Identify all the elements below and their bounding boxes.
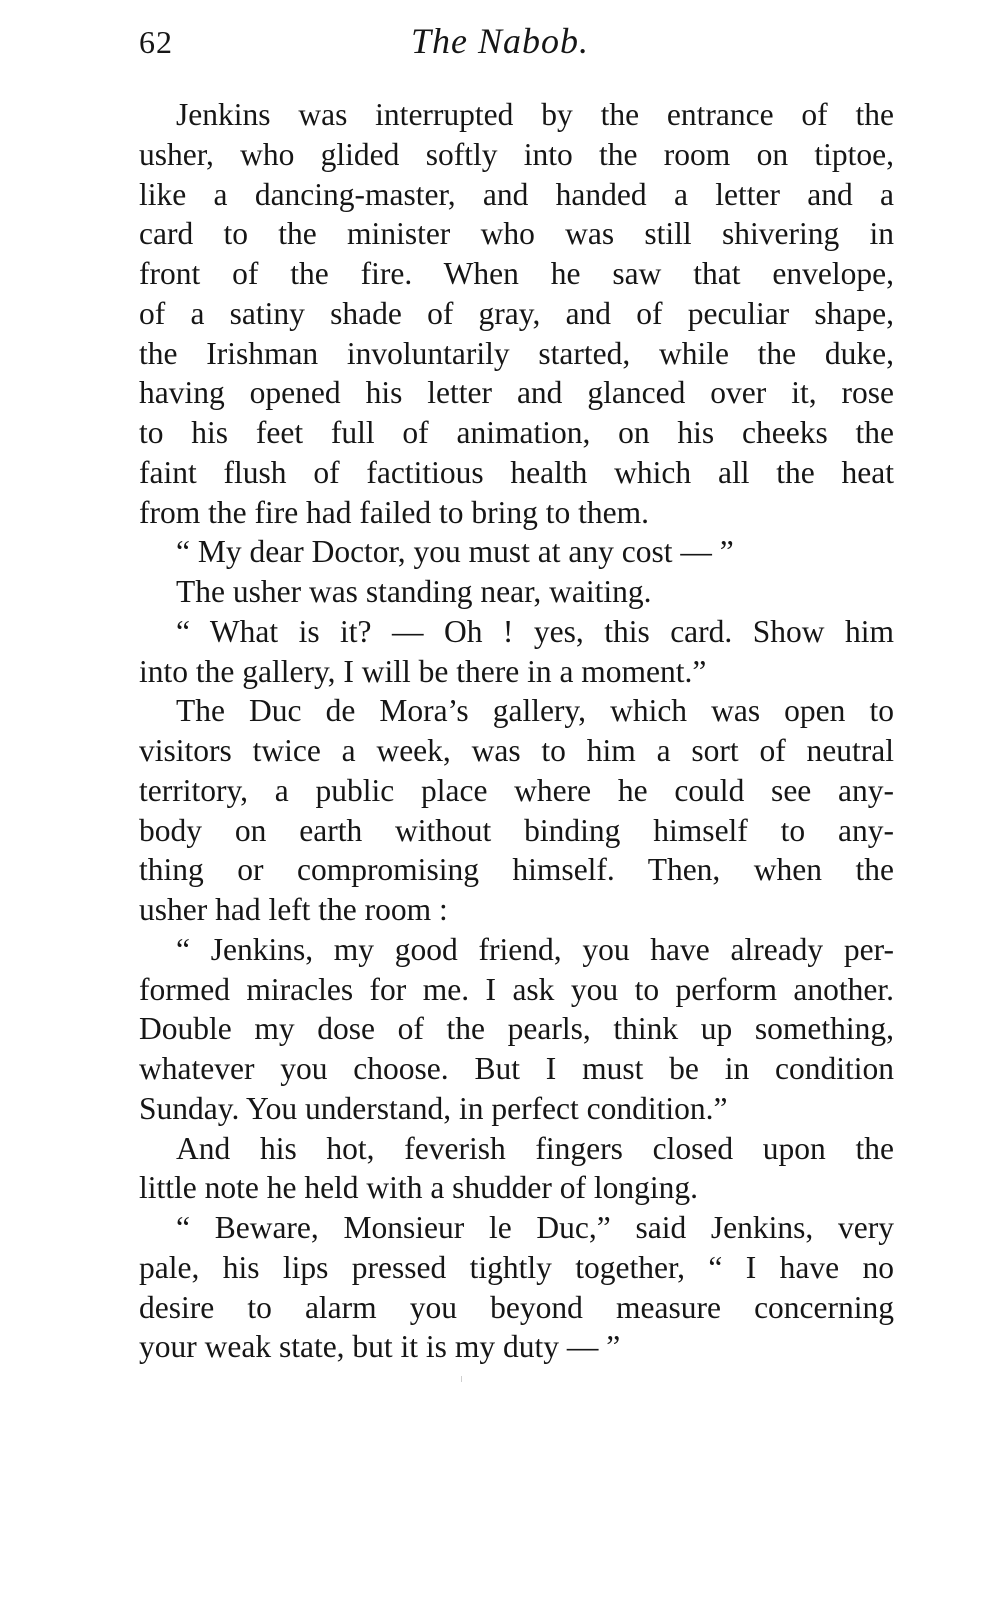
text-line: “ What is it? — Oh ! yes, this card. Show him — [176, 613, 894, 649]
text-line: from the fire had failed to bring to them. — [139, 494, 649, 530]
text-line: The Duc de Mora’s gallery, which was open to — [176, 693, 894, 729]
text-line: “ My dear Doctor, you must at any cost — ” — [176, 534, 734, 570]
body-text — [139, 95, 894, 1367]
text-line: whatever you choose. But I must be in condition — [139, 1051, 894, 1086]
page-number: 62 — [139, 24, 173, 60]
text-line: card to the minister who was still shivering in — [139, 216, 894, 252]
text-line: And his hot, feverish fingers closed upon the — [176, 1130, 894, 1166]
text-line: “ Jenkins, my good friend, you have already per- — [176, 931, 894, 967]
text-line: front of the fire. When he saw that envelope, — [139, 256, 894, 291]
text-line: Sunday. You understand, in perfect condition.” — [139, 1090, 728, 1126]
text-line: having opened his letter and glanced over it, rose — [139, 375, 894, 411]
text-line: desire to alarm you beyond measure concerning — [139, 1289, 894, 1325]
text-line: visitors twice a week, was to him a sort of neutral — [139, 733, 894, 768]
text-line: Jenkins was interrupted by the entrance of the — [176, 97, 894, 132]
text-line: to his feet full of animation, on his cheeks the — [139, 415, 894, 450]
text-line: into the gallery, I will be there in a moment.” — [139, 653, 707, 689]
text-line: Double my dose of the pearls, think up something, — [139, 1011, 894, 1047]
text-line: like a dancing-master, and handed a letter and a — [139, 176, 894, 212]
text-line: faint flush of factitious health which all the heat — [139, 454, 894, 490]
text-line: of a satiny shade of gray, and of peculiar shape, — [139, 295, 894, 331]
text-line: “ Beware, Monsieur le Duc,” said Jenkins, very — [176, 1210, 894, 1245]
text-line: usher had left the room : — [139, 892, 448, 927]
text-line: the Irishman involuntarily started, while the duke, — [139, 335, 894, 371]
running-title: The Nabob. — [410, 21, 589, 61]
text-line: The usher was standing near, waiting. — [176, 574, 652, 609]
text-line: your weak state, but it is my duty — ” — [139, 1329, 621, 1365]
text-line: thing or compromising himself. Then, when the — [139, 852, 894, 888]
text-line: usher, who glided softly into the room on tiptoe, — [139, 136, 894, 172]
text-line: territory, a public place where he could see any- — [139, 772, 894, 808]
print-mark — [461, 1376, 462, 1382]
text-line: body on earth without binding himself to any- — [139, 812, 894, 848]
text-line: formed miracles for me. I ask you to perform another. — [139, 971, 894, 1007]
text-line: little note he held with a shudder of longing. — [139, 1170, 699, 1206]
text-line: pale, his lips pressed tightly together, “ I have no — [139, 1249, 894, 1285]
